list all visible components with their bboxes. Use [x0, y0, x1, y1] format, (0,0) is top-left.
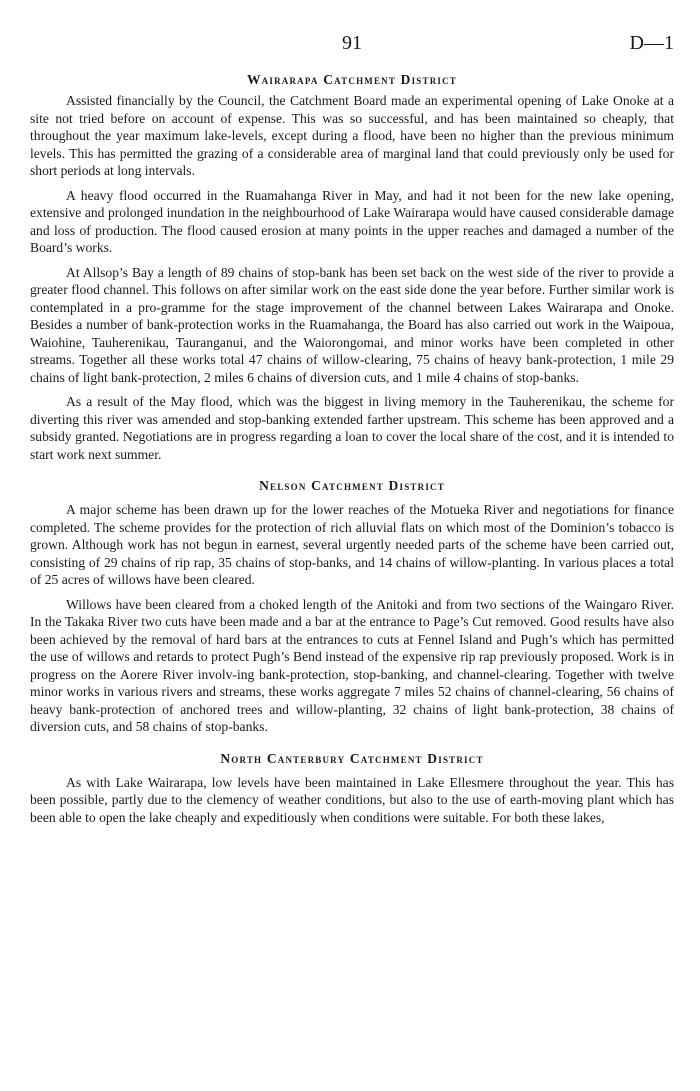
section-wairarapa [30, 72, 674, 463]
section-north-canterbury [30, 751, 674, 827]
document-page [30, 28, 674, 826]
paragraph: Assisted financially by the Council, the Catchment Board made an experimental opening of Lake Onoke at a site not tried before on account of expense. This was so successful, and has been maintained so cheaply, that throughout the year maximum lake-levels, except during a flood, have been no higher than the previous minimum levels. This has permitted the grazing of a considerable area of marginal land that could previously only be used for short periods at long intervals. [30, 93, 674, 178]
document-code: D—1 [629, 32, 674, 54]
running-header [30, 28, 674, 60]
paragraph: Willows have been cleared from a choked length of the Anitoki and from two sections of the Waingaro River. In the Takaka River two cuts have been made and a bar at the entrance to Page’s Cut removed. Good results have also been achieved by the removal of hard bars at the entrances to cuts at Fennel Island and Pugh’s which has permitted the use of willows and retards to protect Pugh’s Bend instead of the expensive rip rap previously proposed. Work is in progress on the Aorere River involv-ing bank-protection, stop-banking, and channel-clearing. Together with twelve minor works in various rivers and streams, these works aggregate 7 miles 52 chains of channel-clearing, 56 chains of heavy bank-protection of anchored trees and willow-planting, 32 chains of light bank-protection, 38 chains of diversion cuts, and 58 chains of stop-banks. [30, 596, 674, 734]
page-number: 91 [342, 32, 362, 54]
section-heading: North Canterbury Catchment District [220, 750, 484, 766]
paragraph: At Allsop’s Bay a length of 89 chains of stop-bank has been set back on the west side of the river to provide a greater flood channel. This follows on after similar work on the east side done the year before. Further similar work is contemplated in a pro-gramme for the stage improvement of the channel between Lakes Wairarapa and Onoke. Besides a number of bank-protection works in the Ruamahanga, the Board has also carried out work in the Waipoua, Waiohine, Tauherenikau, Tauranganui, and the Waiorongomai, and minor works have been completed in other streams. Together all these works total 47 chains of willow-clearing, 75 chains of heavy bank-protection, 1 mile 29 chains of light bank-protection, 2 miles 6 chains of diversion cuts, and 1 mile 4 chains of stop-banks. [30, 264, 674, 385]
paragraph: As with Lake Wairarapa, low levels have been maintained in Lake Ellesmere throughout the year. This has been possible, partly due to the clemency of weather conditions, but also to the use of earth-moving plant which has been able to open the lake cheaply and expeditiously when conditions were suitable. For both these lakes, [30, 774, 674, 825]
section-nelson [30, 478, 674, 736]
section-heading: Wairarapa Catchment District [246, 72, 458, 87]
paragraph: A major scheme has been drawn up for the lower reaches of the Motueka River and negotiations for finance completed. The scheme provides for the protection of rich alluvial flats on which most of the Dominion’s tobacco is grown. Although work has not begun in earnest, several urgently needed parts of the scheme have been carried out, consisting of 29 chains of rip rap, 35 chains of stop-banks, and 14 chains of willow-planting. In various places a total of 25 acres of willows have been cleared. [30, 502, 674, 587]
paragraph: A heavy flood occurred in the Ruamahanga River in May, and had it not been for the new lake opening, extensive and prolonged inundation in the neighbourhood of Lake Wairarapa would have caused considerable damage and loss of production. The flood caused erosion at many points in the upper reaches and damaged a number of the Board’s works. [30, 187, 674, 255]
paragraph: As a result of the May flood, which was the biggest in living memory in the Tauherenikau, the scheme for diverting this river was amended and stop-banking extended farther upstream. This scheme has been approved and a subsidy granted. Negotiations are in progress regarding a loan to cover the local share of the cost, and it is intended to start work next summer. [30, 394, 674, 462]
section-heading: Nelson Catchment District [259, 478, 445, 493]
